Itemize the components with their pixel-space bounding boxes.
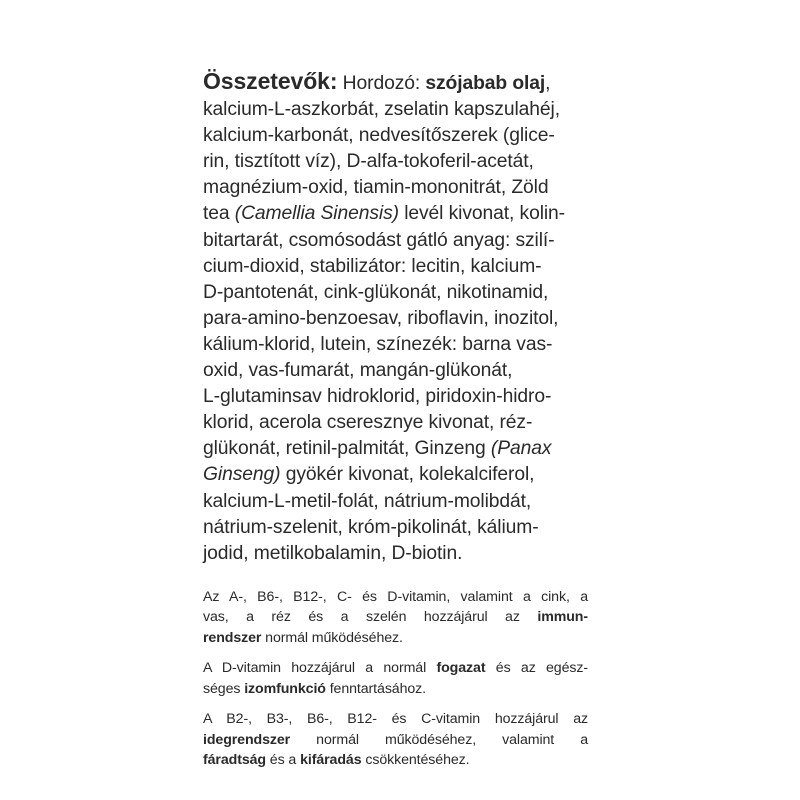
text-run: gyökér kivonat, kolekalciferol, [280,464,535,486]
text-run: Hordozó: [337,73,426,94]
text-run: tea [203,203,235,225]
claim-line [203,628,588,649]
text-run: L-glutaminsav hidroklorid, piridoxin-hidro- [203,386,552,408]
claim-line [203,709,588,730]
bold-text: fogazat [436,660,486,677]
ingredients-line [203,306,588,332]
ingredients-line [203,515,588,541]
ingredients-line [203,489,588,515]
text-run: A B2-, B3-, B6-, B12- és C-vitamin hozzájárul az [203,711,588,728]
ingredients-paragraph [203,68,588,567]
italic-text: (Camellia Sinensis) [234,203,399,225]
claim-line [203,679,588,700]
text-run: para-amino-benzoesav, riboflavin, inozitol, [203,307,559,329]
ingredients-line [203,462,588,488]
ingredients-line [203,332,588,358]
ingredients-line [203,228,588,254]
claim-line [203,607,588,628]
bold-text: rendszer [203,629,262,646]
text-run: glükonát, retinil-palmitát, Ginzeng [203,438,491,460]
text-run: nátrium-szelenit, króm-pikolinát, kálium- [203,516,539,538]
text-run: Az A-, B6-, B12-, C- és D-vitamin, valamint a cink, a [203,588,588,605]
text-run: kalcium-L-aszkorbát, zselatin kapszulahéj, [203,99,560,121]
text-run: oxid, vas-fumarát, mangán-glükonát, [203,360,513,382]
ingredients-line [203,410,588,436]
text-run: magnézium-oxid, tiamin-mononitrát, Zöld [203,177,549,199]
text-run: csökkentéséhez. [361,752,470,769]
text-run: klorid, acerola cseresznye kivonat, réz- [203,412,533,434]
ingredients-line [203,254,588,280]
text-run: normál működéséhez, valamint a [290,731,588,748]
text-run: bitartarát, csomósodást gátló anyag: szilí- [203,229,555,251]
text-run: és az egész- [485,660,589,677]
claim-line [203,750,588,771]
text-run: kalcium-L-metil-folát, nátrium-molibdát, [203,490,532,512]
ingredients-line [203,384,588,410]
bold-text: idegrendszer [203,731,291,748]
text-run: levél kivonat, kolin- [398,203,566,225]
claim-line [203,587,588,608]
supplement-label-text [203,68,588,781]
text-run: , [545,73,551,94]
text-run: kalcium-karbonát, nedvesítőszerek (glice- [203,125,555,147]
ingredients-line [203,436,588,462]
text-run: kálium-klorid, lutein, színezék: barna vas- [203,333,553,355]
ingredients-line [203,68,588,97]
ingredients-line [203,149,588,175]
bold-text: szójabab olaj [425,73,546,94]
ingredients-line [203,123,588,149]
ingredients-line [203,175,588,201]
ingredients-line [203,541,588,567]
text-run: A D-vitamin hozzájárul a normál [203,660,437,677]
ingredients-line [203,358,588,384]
claim-line [203,730,588,751]
health-claim-paragraph [203,658,588,699]
bold-text: izomfunkció [244,680,326,697]
text-run: és a [265,752,301,769]
ingredients-line [203,201,588,227]
bold-text: immun- [537,609,588,626]
claim-line [203,658,588,679]
italic-text: (Panax [490,438,552,460]
ingredients-line [203,280,588,306]
ingredients-line [203,97,588,123]
text-run: séges [203,680,245,697]
health-claims [203,587,588,771]
health-claim-paragraph [203,587,588,649]
text-run: D-pantotenát, cink-glükonát, nikotinamid, [203,281,549,303]
italic-text: Ginseng) [203,464,281,486]
text-run: rin, tisztított víz), D-alfa-tokoferil-acetát, [203,151,534,173]
bold-text: kifáradás [300,752,362,769]
ingredients-heading: Összetevők: [203,68,338,94]
health-claim-paragraph [203,709,588,771]
text-run: cium-dioxid, stabilizátor: lecitin, kalcium- [203,255,542,277]
text-run: vas, a réz és a szelén hozzájárul az [203,609,538,626]
text-run: fenntartásához. [325,680,427,697]
text-run: jodid, metilkobalamin, D-biotin. [203,542,463,564]
text-run: normál működéséhez. [261,629,403,646]
bold-text: fáradtság [203,752,266,769]
